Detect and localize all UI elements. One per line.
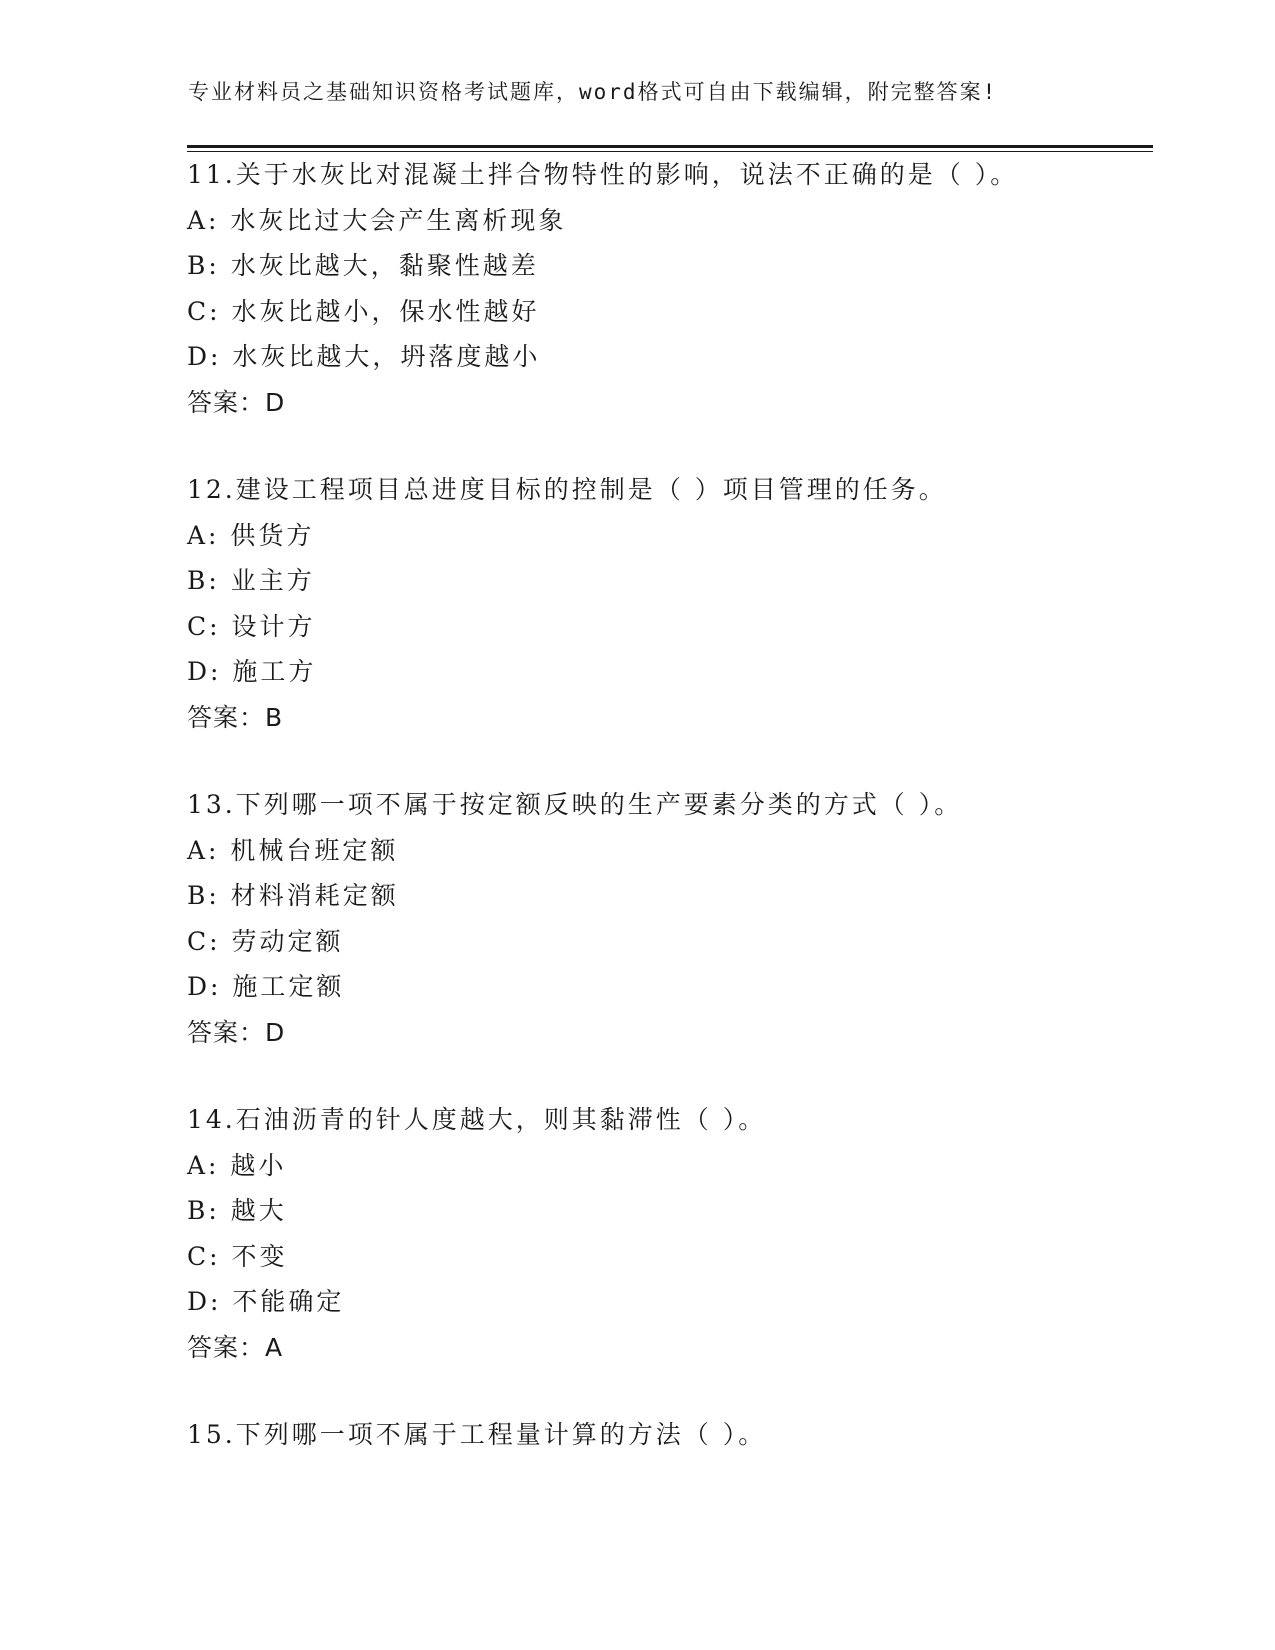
option-b: B: 越大 [187,1196,287,1225]
answer: 答案：D [187,1017,286,1047]
option-b: B: 业主方 [187,566,315,595]
question-stem: 12.建设工程项目总进度目标的控制是（ ）项目管理的任务。 [187,475,947,504]
option-a: A: 越小 [187,1150,287,1180]
option-d: D: 施工方 [187,657,317,686]
question-15 [187,1412,1167,1458]
option-d: D: 水灰比越大，坍落度越小 [187,342,541,371]
option-c: C: 水灰比越小，保水性越好 [187,296,540,326]
option-a: A: 机械台班定额 [187,835,399,865]
question-stem: 14.石油沥青的针人度越大，则其黏滞性（ ）。 [187,1105,767,1134]
answer: 答案：B [187,702,284,732]
question-14 [187,1097,1167,1370]
page-header: 专业材料员之基础知识资格考试题库，word格式可自由下载编辑，附完整答案! [188,80,998,104]
question-stem: 11.关于水灰比对混凝土拌合物特性的影响，说法不正确的是（ ）。 [187,160,1019,189]
header-rule-thick [187,145,1153,148]
option-a: A: 供货方 [187,520,315,550]
option-c: C: 设计方 [187,611,316,641]
option-b: B: 水灰比越大，黏聚性越差 [187,251,539,280]
question-stem: 13.下列哪一项不属于按定额反映的生产要素分类的方式（ ）。 [187,790,963,819]
question-11 [187,152,1167,425]
answer: 答案：A [187,1332,284,1362]
option-b: B: 材料消耗定额 [187,881,399,910]
option-d: D: 不能确定 [187,1287,345,1316]
answer: 答案：D [187,387,286,417]
option-c: C: 劳动定额 [187,926,344,956]
option-a: A: 水灰比过大会产生离析现象 [187,205,567,235]
option-d: D: 施工定额 [187,972,345,1001]
question-12 [187,467,1167,740]
question-stem: 15.下列哪一项不属于工程量计算的方法（ ）。 [187,1420,767,1449]
option-c: C: 不变 [187,1241,288,1271]
question-13 [187,782,1167,1055]
